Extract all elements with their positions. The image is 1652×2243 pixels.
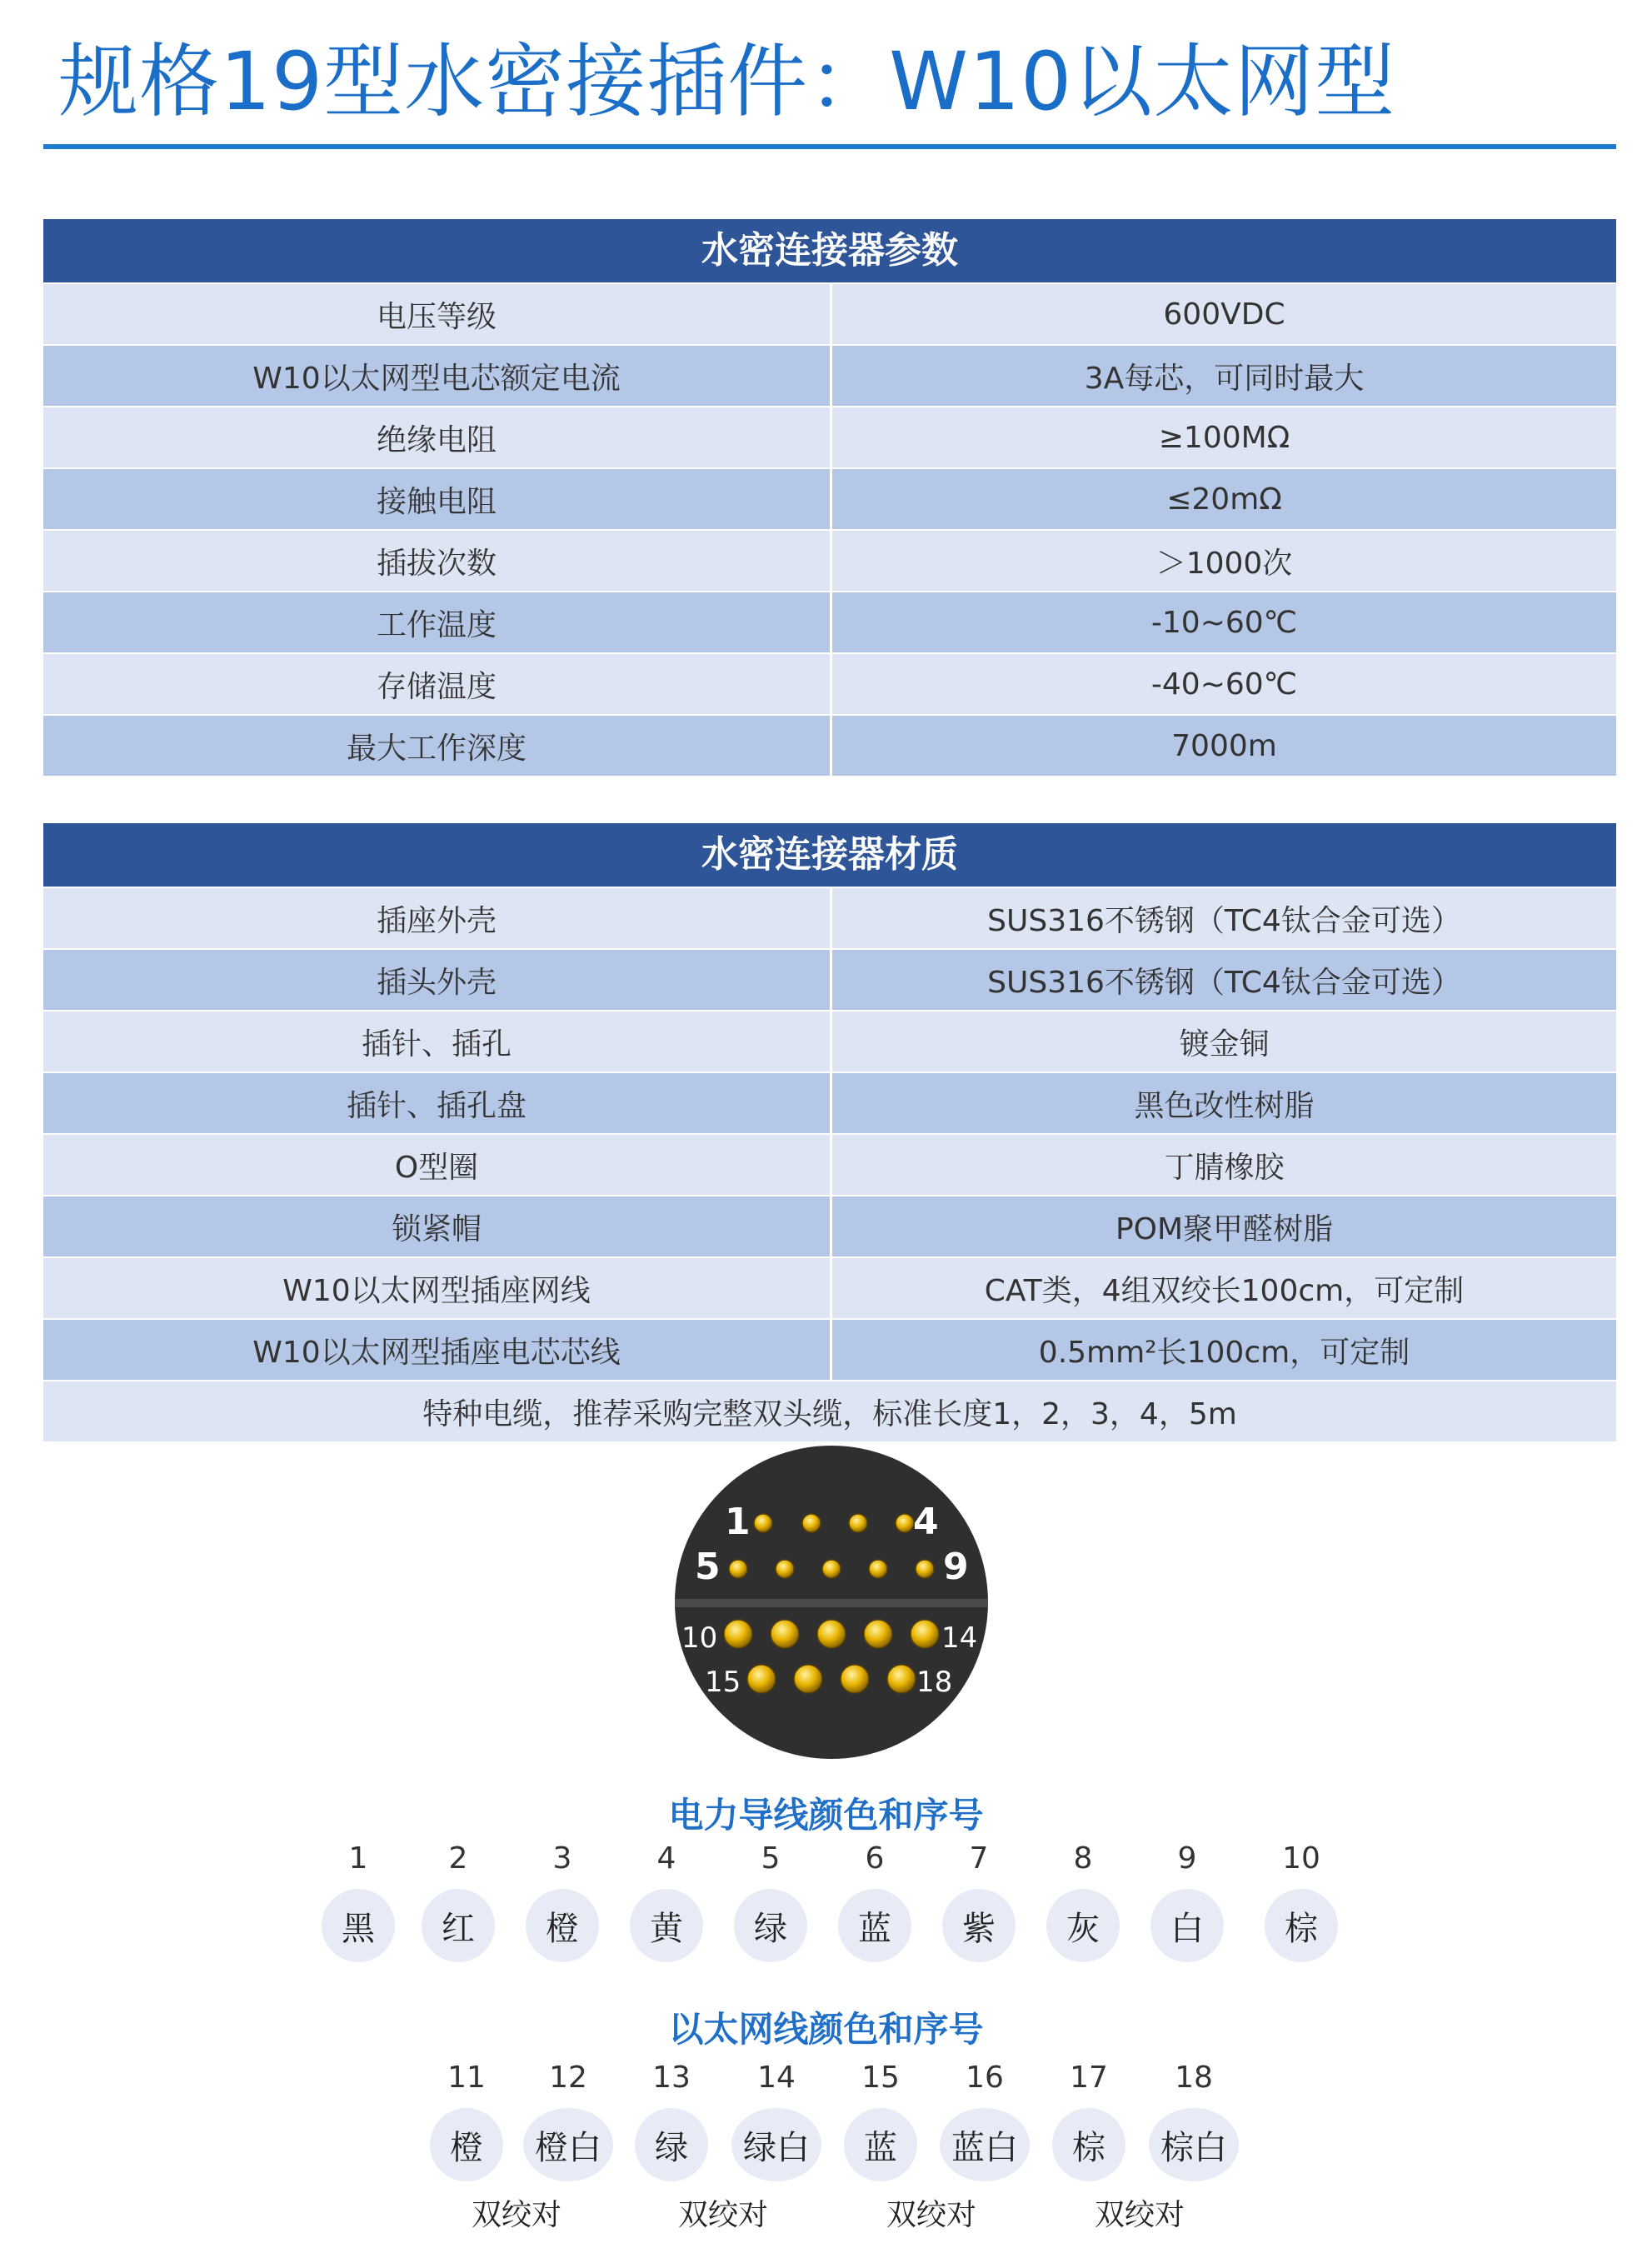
pin-15: [747, 1665, 776, 1693]
wire-number: 18: [1175, 2061, 1213, 2095]
wire-color-badge: 棕: [1265, 1889, 1338, 1962]
table-row: [43, 948, 1616, 1010]
wire-number: 17: [1070, 2061, 1108, 2095]
wire-number: 1: [348, 1841, 368, 1876]
row-label: W10以太网型插座电芯芯线: [43, 1320, 832, 1380]
wire-number: 10: [1282, 1841, 1320, 1876]
materials-table-header: 水密连接器材质: [43, 823, 1616, 887]
row-value: 0.5mm²长100cm，可定制: [1038, 1335, 1410, 1370]
row-label: O型圈: [43, 1135, 832, 1195]
params-table-header: 水密连接器参数: [43, 219, 1616, 282]
twisted-pair-label: 双绞对: [471, 2198, 561, 2232]
table-row: [43, 591, 1616, 652]
row-label: 插头外壳: [43, 950, 832, 1010]
wire-number: 14: [757, 2061, 796, 2095]
page-title: 规格19型水密接插件：W10以太网型: [58, 35, 1396, 128]
row-value: 镀金铜: [1179, 1027, 1270, 1062]
pin-label-14: 14: [941, 1621, 978, 1655]
wire-color-badge: 橙: [430, 2108, 503, 2181]
pin-7: [822, 1560, 841, 1578]
wire-color-badge: 紫: [942, 1889, 1016, 1962]
table-row: [43, 406, 1616, 467]
pin-11: [771, 1620, 799, 1648]
table-row: [43, 714, 1616, 776]
table-row: [43, 1133, 1616, 1195]
row-value: 3A每芯，可同时最大: [1084, 361, 1365, 396]
pin-4: [896, 1514, 914, 1532]
row-label: 存储温度: [43, 654, 832, 714]
pin-17: [841, 1665, 869, 1693]
table-row: [43, 1256, 1616, 1318]
pin-10: [724, 1620, 752, 1648]
table-row: [43, 1195, 1616, 1256]
pin-18: [887, 1665, 916, 1693]
wire-color-badge: 黑: [322, 1889, 395, 1962]
materials-note: 特种电缆，推荐采购完整双头缆，标准长度1，2，3，4，5m: [422, 1396, 1237, 1431]
row-label: 插针、插孔盘: [43, 1073, 832, 1133]
table-row: [43, 282, 1616, 344]
pin-13: [864, 1620, 892, 1648]
wire-number: 9: [1177, 1841, 1197, 1876]
pin-3: [849, 1514, 867, 1532]
table-row: [43, 887, 1616, 948]
table-row: [43, 1318, 1616, 1380]
row-value: SUS316不锈钢（TC4钛合金可选）: [987, 903, 1461, 938]
title-divider: [43, 144, 1616, 149]
wire-color-badge: 灰: [1046, 1889, 1120, 1962]
wire-number: 4: [656, 1841, 676, 1876]
wire-number: 6: [865, 1841, 885, 1876]
row-label: W10以太网型插座网线: [43, 1258, 832, 1318]
pin-8: [869, 1560, 887, 1578]
pin-label-5: 5: [695, 1546, 721, 1588]
row-label: 插座外壳: [43, 888, 832, 948]
pin-label-15: 15: [705, 1666, 741, 1699]
row-label: 接触电阻: [43, 469, 832, 529]
wire-color-badge: 蓝白: [940, 2108, 1030, 2181]
table-row: [43, 467, 1616, 529]
row-label: 插拔次数: [43, 531, 832, 591]
wire-number: 2: [448, 1841, 468, 1876]
wire-color-badge: 橙: [526, 1889, 599, 1962]
pin-label-9: 9: [943, 1546, 969, 1588]
wire-color-badge: 棕: [1052, 2108, 1125, 2181]
pin-6: [776, 1560, 794, 1578]
wire-color-badge: 棕白: [1149, 2108, 1239, 2181]
wire-number: 5: [761, 1841, 781, 1876]
row-value: SUS316不锈钢（TC4钛合金可选）: [987, 965, 1461, 1000]
pin-12: [817, 1620, 846, 1648]
row-label: 绝缘电阻: [43, 407, 832, 467]
wire-color-badge: 绿: [635, 2108, 708, 2181]
wire-number: 15: [861, 2061, 900, 2095]
row-label: 电压等级: [43, 284, 832, 344]
wire-color-badge: 橙白: [523, 2108, 613, 2181]
connector-face-diagram: [673, 1444, 990, 1761]
table-row: [43, 1010, 1616, 1072]
wire-number: 3: [552, 1841, 572, 1876]
row-value: 丁腈橡胶: [1164, 1150, 1285, 1185]
materials-note-row: [43, 1380, 1616, 1441]
pin-label-4: 4: [913, 1501, 939, 1543]
twisted-pair-label: 双绞对: [886, 2198, 976, 2232]
materials-table: [43, 823, 1616, 1441]
connector-divider: [675, 1599, 988, 1607]
row-label: 锁紧帽: [43, 1196, 832, 1256]
row-label: 插针、插孔: [43, 1012, 832, 1072]
wire-color-badge: 蓝: [838, 1889, 911, 1962]
table-row: [43, 529, 1616, 591]
table-row: [43, 652, 1616, 714]
pin-label-1: 1: [725, 1501, 751, 1543]
pin-2: [802, 1514, 821, 1532]
twisted-pair-label: 双绞对: [677, 2198, 768, 2232]
wire-color-badge: 黄: [630, 1889, 703, 1962]
wire-color-badge: 蓝: [844, 2108, 917, 2181]
pin-9: [916, 1560, 934, 1578]
ethernet-wires-title: 以太网线颜色和序号: [668, 2009, 984, 2050]
row-value: POM聚甲醛树脂: [1115, 1211, 1334, 1246]
wire-color-badge: 红: [422, 1889, 495, 1962]
wire-number: 7: [969, 1841, 989, 1876]
params-table: [43, 219, 1616, 776]
wire-number: 13: [652, 2061, 691, 2095]
pin-16: [794, 1665, 822, 1693]
row-label: W10以太网型电芯额定电流: [43, 346, 832, 406]
pin-14: [911, 1620, 939, 1648]
row-label: 最大工作深度: [43, 716, 832, 776]
twisted-pair-label: 双绞对: [1094, 2198, 1185, 2232]
wire-color-badge: 绿: [734, 1889, 807, 1962]
wire-color-badge: 白: [1150, 1889, 1224, 1962]
wire-number: 11: [447, 2061, 486, 2095]
row-value: -10~60℃: [1150, 605, 1298, 640]
row-value: 黑色改性树脂: [1134, 1088, 1315, 1123]
row-value: CAT类，4组双绞长100cm，可定制: [984, 1273, 1465, 1308]
wire-number: 12: [549, 2061, 587, 2095]
wire-color-badge: 绿白: [731, 2108, 821, 2181]
table-row: [43, 1072, 1616, 1133]
pin-1: [754, 1514, 772, 1532]
table-row: [43, 344, 1616, 406]
row-value: ≤20mΩ: [1166, 482, 1282, 517]
row-value: 600VDC: [1163, 297, 1285, 332]
pin-5: [729, 1560, 747, 1578]
wire-number: 16: [966, 2061, 1004, 2095]
pin-label-18: 18: [916, 1666, 953, 1699]
row-value: ≥100MΩ: [1158, 420, 1290, 455]
row-value: 7000m: [1171, 728, 1277, 763]
wire-number: 8: [1073, 1841, 1093, 1876]
row-label: 工作温度: [43, 592, 832, 652]
pin-label-10: 10: [681, 1621, 718, 1655]
power-wires-title: 电力导线颜色和序号: [668, 1795, 984, 1836]
row-value: ＞1000次: [1155, 546, 1293, 581]
row-value: -40~60℃: [1150, 667, 1298, 702]
